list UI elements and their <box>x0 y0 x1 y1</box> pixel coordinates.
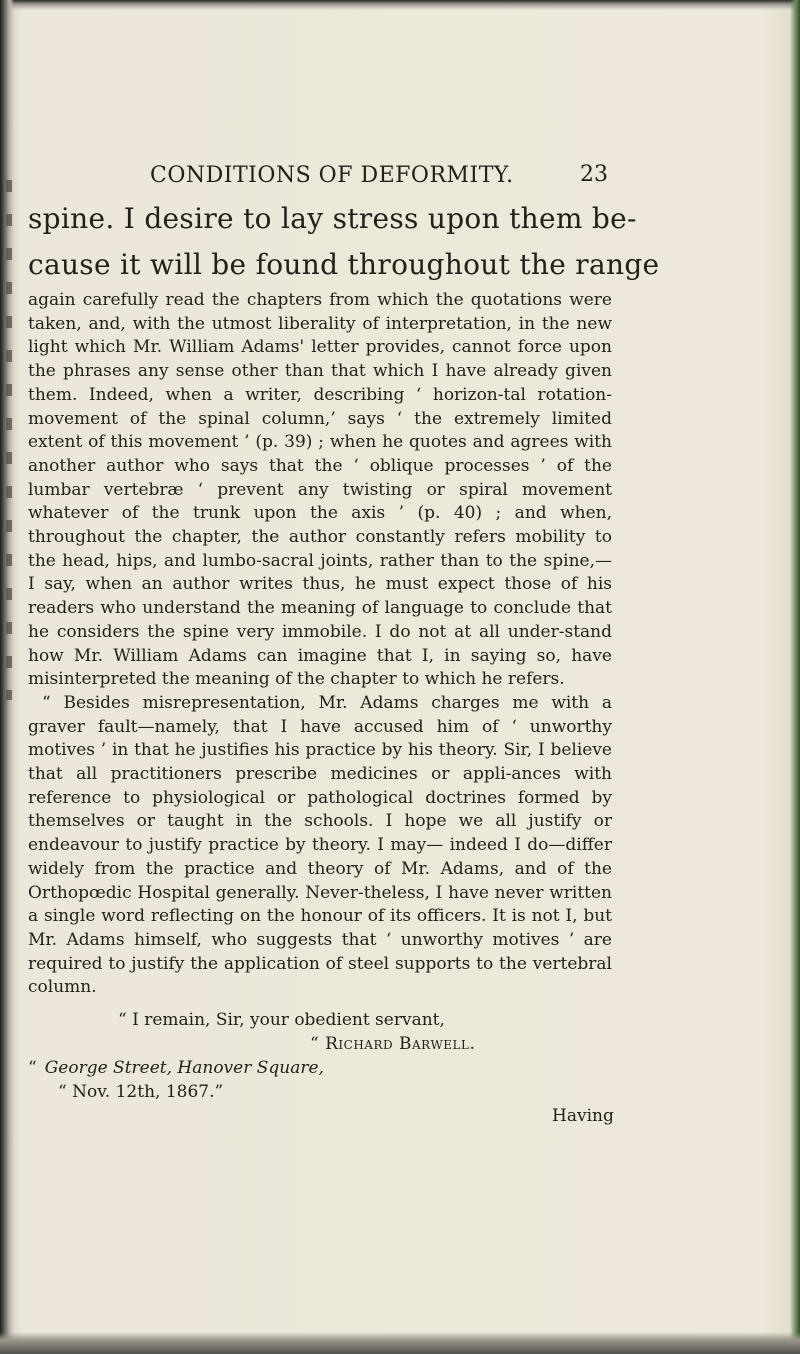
address-open-quote: “ <box>28 1058 37 1078</box>
letter-body <box>28 289 612 1000</box>
large-type-line-1: spine. I desire to lay stress upon them be- <box>28 202 637 235</box>
paragraph-1: again carefully read the chapters from which the quotations were taken, and, with the utmost liberality of interpretation, in the new light which Mr. William Adams' letter provides, cannot force upon the phrases any sense other than that which I have already given them. Indeed, when a writer, describing ‘ horizon-tal rotation-movement of the spinal column,’ says ‘ the extremely limited extent of this movement ’ (p. 39) ; when he quotes and agrees with another author who says that the ‘ oblique processes ’ of the lumbar vertebræ ‘ prevent any twisting or spiral movement whatever of the trunk upon the axis ’ (p. 40) ; and when, throughout the chapter, the author constantly refers mobility to the head, hips, and lumbo-sacral joints, rather than to the spine,— I say, when an author writes thus, he must expect those of his readers who understand the meaning of language to conclude that he considers the spine very immobile. I do not at all under-stand how Mr. William Adams can imagine that I, in saying so, have misinterpreted the meaning of the chapter to which he refers. <box>28 290 612 690</box>
paragraph-2: “ Besides misrepresentation, Mr. Adams charges me with a graver fault—namely, that I have accused him of ‘ unworthy motives ’ in that he justifies his practice by his theory. Sir, I believe that all practitioners prescribe medicines or appli-ances with reference to physiological or pathological doctrines formed by themselves or taught in the schools. I hope we all justify or endeavour to justify practice by theory. I may— indeed I do—differ widely from the practice and theory of Mr. Adams, and of the Orthopœdic Hospital generally. Never-theless, I have never written a single word reflecting on the honour of its officers. It is not I, but Mr. Adams himself, who suggests that ‘ unworthy motives ’ are required to justify the application of steel supports to the vertebral column. <box>28 692 612 998</box>
page-bottom-edge <box>0 1332 800 1354</box>
large-type-line-2: cause it will be found throughout the range <box>28 248 660 281</box>
running-head: CONDITIONS OF DEFORMITY. <box>150 163 514 188</box>
page-top-shadow <box>0 0 800 10</box>
letter-address <box>28 1056 324 1104</box>
letter-date: “ Nov. 12th, 1867.” <box>58 1082 224 1102</box>
page-number: 23 <box>580 162 608 187</box>
margin-marks <box>6 180 12 700</box>
catchword: Having <box>552 1106 614 1126</box>
large-type-passage <box>28 196 660 288</box>
valediction: “ I remain, Sir, your obedient servant, <box>118 1010 445 1030</box>
page-right-edge <box>790 0 800 1354</box>
address-street: George Street, Hanover Square, <box>44 1058 324 1078</box>
letter-closing <box>28 1008 612 1056</box>
signature: “ Richard Barwell. <box>310 1034 476 1054</box>
